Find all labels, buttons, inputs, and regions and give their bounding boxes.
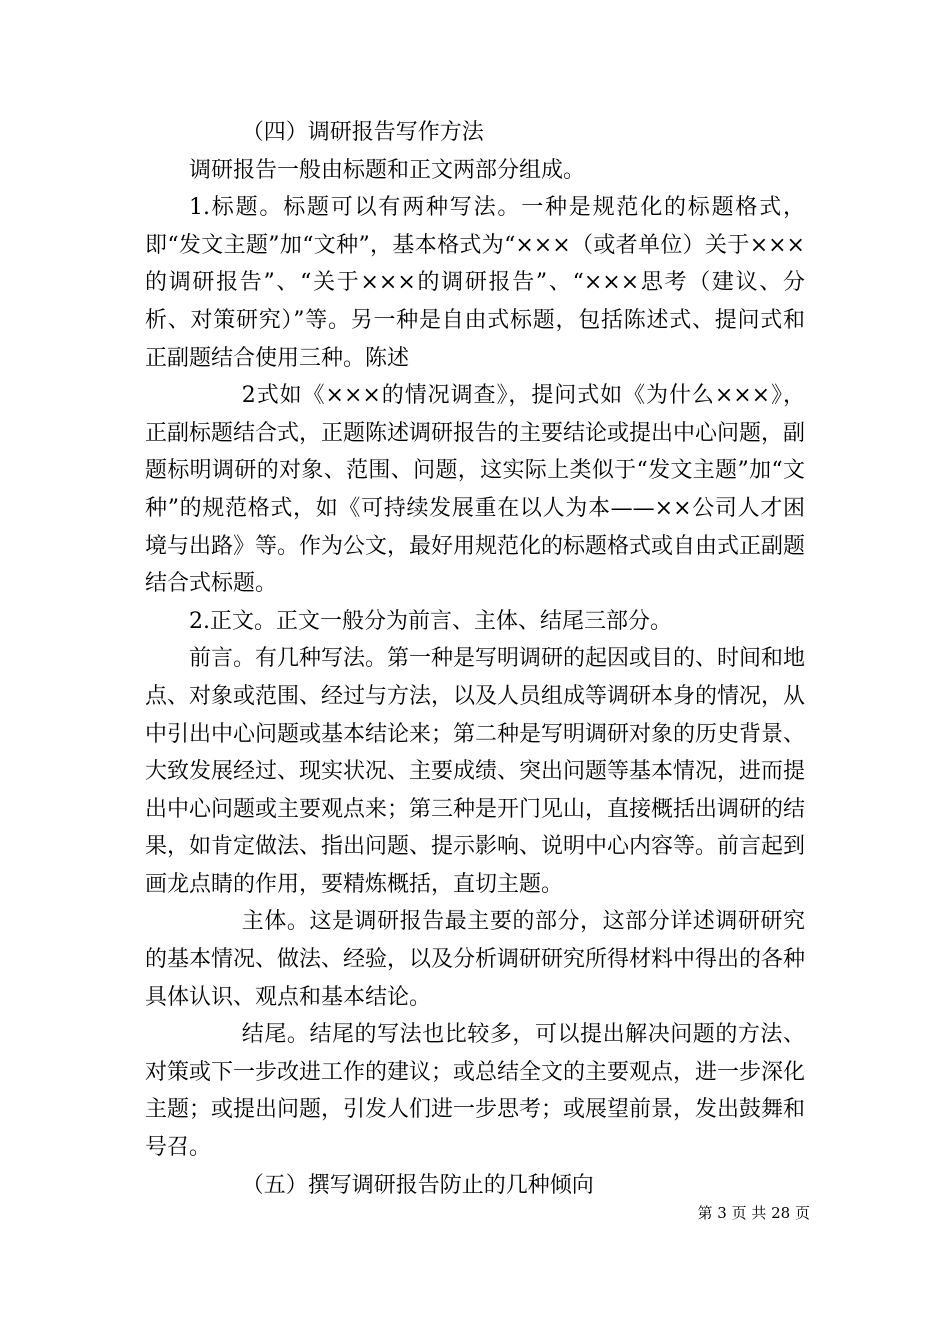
- paragraph-ending: 结尾。结尾的写法也比较多，可以提出解决问题的方法、对策或下一步改进工作的建议；或总结全文的主要观点，进一步深化主题；或提出问题，引发人们进一步思考；或展望前景，发出鼓舞和号召。: [145, 1022, 806, 1161]
- paragraph-body-section: 2.正文。正文一般分为前言、主体、结尾三部分。: [189, 608, 672, 634]
- section-heading-4: （四）调研报告写作方法: [241, 120, 484, 145]
- paragraph-intro: 调研报告一般由标题和正文两部分组成。: [189, 157, 586, 183]
- page-number-footer: 第 3 页 共 28 页: [697, 1204, 810, 1222]
- paragraph-title-continued: 2式如《×××的情况调查》，提问式如《为什么×××》，正副标题结合式，正题陈述调研报告的主要结论或提出中心问题，副题标明调研的对象、范围、问题，这实际上类似于“发文主题”加“文种”的规范格式，如《可持续发展重在以人为本——××公司人才困境与出路》等。作为公文，最好用规范化的标题格式或自由式正副题结合式标题。: [145, 383, 806, 597]
- paragraph-title-section: 1.标题。标题可以有两种写法。一种是规范化的标题格式，即“发文主题”加“文种”，基本格式为“×××（或者单位）关于×××的调研报告”、“关于×××的调研报告”、“×××思考（建议、分析、对策研究）”等。另一种是自由式标题，包括陈述式、提问式和正副题结合使用三种。陈述: [145, 195, 805, 371]
- paragraph-preface: 前言。有几种写法。第一种是写明调研的起因或目的、时间和地点、对象或范围、经过与方法，以及人员组成等调研本身的情况，从中引出中心问题或基本结论来；第二种是写明调研对象的历史背景、大致发展经过、现实状况、主要成绩、突出问题等基本情况，进而提出中心问题或主要观点来；第三种是开门见山，直接概括出调研的结果，如肯定做法、指出问题、提示影响、说明中心内容等。前言起到画龙点睛的作用，要精炼概括，直切主题。: [145, 646, 806, 897]
- section-heading-5: （五）撰写调研报告防止的几种倾向: [241, 1172, 594, 1198]
- paragraph-main-body: 主体。这是调研报告最主要的部分，这部分详述调研研究的基本情况、做法、经验，以及分析调研研究所得材料中得出的各种具体认识、观点和基本结论。: [145, 909, 806, 1010]
- document-body: [145, 114, 805, 1204]
